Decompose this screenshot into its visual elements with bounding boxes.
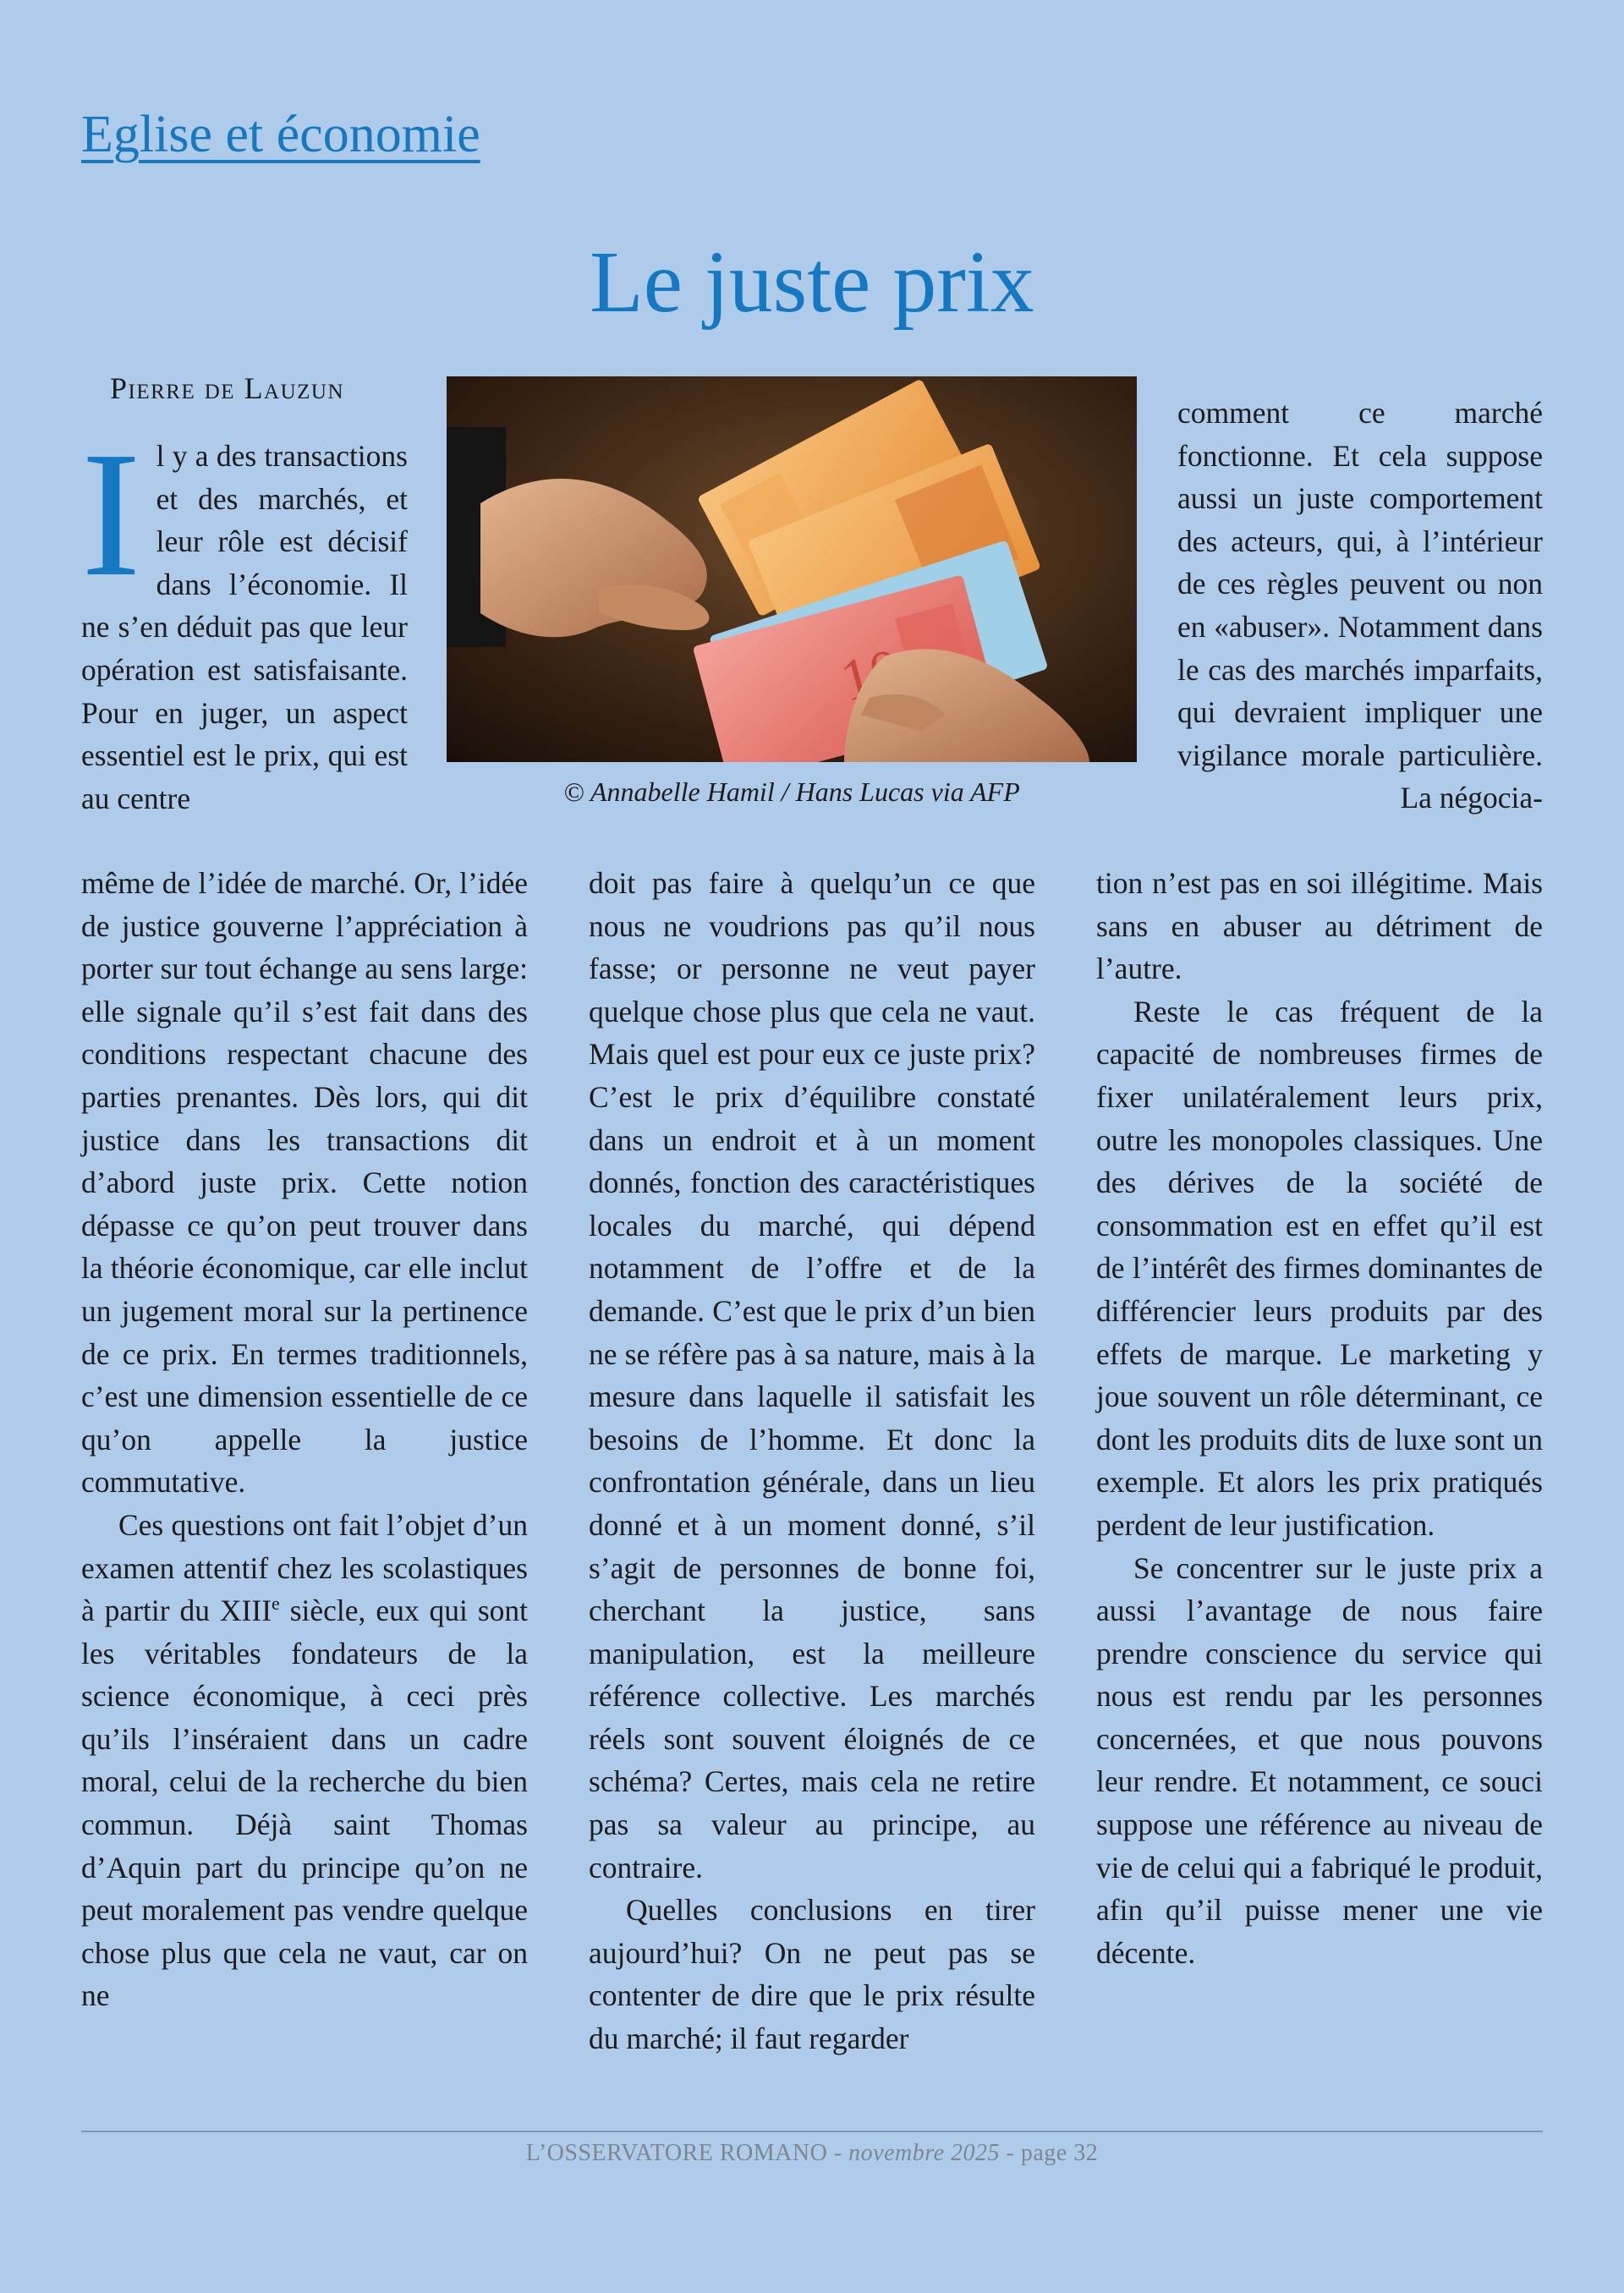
article-text: l y a des transactions et des marchés, et leur rôle est décisif dans l’économie. Il ne s’en déduit pas que leur opération est satisfaisante. Pour en juger, un aspect essentiel est le prix, qui est au centre (81, 439, 408, 815)
drop-cap: I (81, 414, 141, 613)
article-column-1 (81, 862, 528, 2017)
publication-name: L’OSSERVATORE ROMANO (525, 2140, 828, 2166)
article-paragraph: même de l’idée de marché. Or, l’idée de justice gouverne l’appréciation à porter sur tout échange au sens large: elle signale qu’il s’est fait dans des conditions respectant chacune des parties prenantes. Dès lors, qui dit justice dans les transactions dit d’abord juste prix. Cette notion dépasse ce qu’on peut trouver dans la théorie économique, car elle inclut un jugement moral sur la pertinence de ce prix. En termes traditionnels, c’est une dimension essentielle de ce qu’on appelle la justice commutative. (81, 866, 528, 1500)
article-paragraph: Quelles conclusions en tirer aujourd’hui? On ne peut pas se contenter de dire que le prix résulte du marché; il faut regarder (589, 1893, 1035, 2056)
article-paragraph (81, 1504, 528, 2017)
article-column-2 (589, 862, 1035, 2060)
article-paragraph: Reste le cas fréquent de la capacité de nombreuses firmes de fixer unilatéralement leurs prix, outre les monopoles classiques. Une des dérives de la société de consommation est en effet qu’il est de l’intérêt des firmes dominantes de différencier leurs produits par des effets de marque. Le marketing y joue souvent un rôle déterminant, ce dont les produits dits de luxe sont un exemple. Et alors les prix pratiqués perdent de leur justification. (1096, 994, 1543, 1542)
article-paragraph: Se concentrer sur le juste prix a aussi l’avantage de nous faire prendre conscience du service qui nous est rendu par les personnes concernées, et que nous pouvons leur rendre. Et notamment, ce souci suppose une référence au niveau de vie de celui qui a fabriqué le produit, afin qu’il puisse mener une vie décente. (1096, 1550, 1543, 1970)
century-superscript: e (272, 1593, 280, 1615)
footer-separator: - (827, 2140, 849, 2166)
footer-divider (81, 2131, 1543, 2132)
footer-separator: - (1000, 2140, 1021, 2166)
section-rubric: Eglise et économie (81, 106, 480, 163)
article-column-3-top (1177, 392, 1543, 820)
hands-holding-euro-banknotes-icon (447, 376, 1137, 762)
article-author: Pierre de Lauzun (110, 371, 345, 405)
article-column-3 (1096, 862, 1543, 1974)
article-text: siècle, eux qui sont les véritables fondateurs de la science économique, à ceci près qu’ils l’inséraient dans un cadre moral, celui de la recherche du bien commun. Déjà saint Thomas d’Aquin part du principe qu’on ne peut moralement pas vendre quelque chose plus que cela ne vaut, car on ne (81, 1594, 528, 2013)
page-footer (0, 2140, 1624, 2167)
article-title: Le juste prix (590, 233, 1034, 331)
issue-date: novembre 2025 (848, 2140, 1001, 2166)
article-paragraph: tion n’est pas en soi illégitime. Mais sans en abuser au détriment de l’autre. (1096, 866, 1543, 986)
article-photo (447, 376, 1137, 762)
article-text: Ces questions ont fait l’objet d’un examen attentif chez les scolastiques à partir du XIII (81, 1507, 528, 1628)
article-column-1-top (81, 414, 408, 820)
photo-caption: © Annabelle Hamil / Hans Lucas via AFP (563, 776, 1020, 807)
article-paragraph: comment ce marché fonctionne. Et cela suppose aussi un juste comportement des acteurs, qui, à l’intérieur de ces règles peuvent ou non en «abuser». Notamment dans le cas des marchés imparfaits, qui devraient impliquer une vigilance morale particulière. La négocia- (1177, 396, 1543, 815)
article-paragraph: doit pas faire à quelqu’un ce que nous ne voudrions pas qu’il nous fasse; or personne ne veut payer quelque chose plus que cela ne vaut. Mais quel est pour eux ce juste prix? C’est le prix d’équilibre constaté dans un endroit et à un moment donnés, fonction des caractéristiques locales du marché, qui dépend notamment de l’offre et de la demande. C’est que le prix d’un bien ne se réfère pas à sa nature, mais à la mesure dans laquelle il satisfait les besoins de l’homme. Et donc la confrontation générale, dans un lieu donné et à un moment donné, s’il s’agit de personnes de bonne foi, cherchant la justice, sans manipulation, est la meilleure référence collective. Les marchés réels sont souvent éloignés de ce schéma? Certes, mais cela ne retire pas sa valeur au principe, au contraire. (589, 866, 1035, 1884)
page-number: page 32 (1020, 2140, 1099, 2166)
